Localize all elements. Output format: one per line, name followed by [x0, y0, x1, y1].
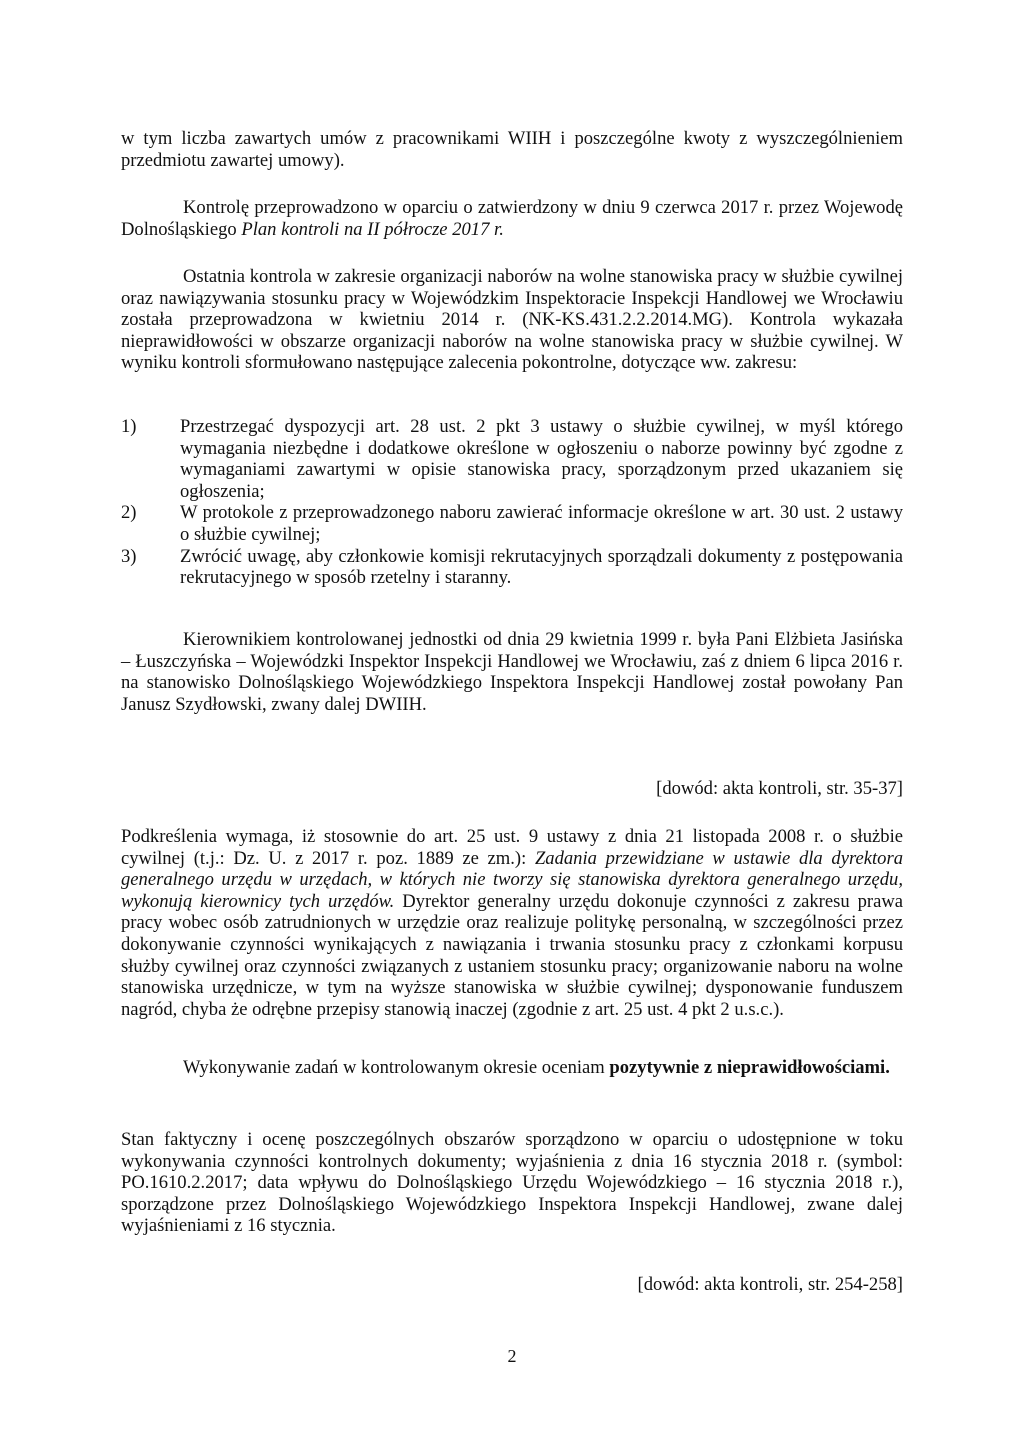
- evidence-reference: [121, 778, 903, 800]
- plan-title: Plan kontroli na II półrocze 2017 r.: [241, 218, 504, 240]
- list-item: [121, 416, 903, 502]
- list-number: 1): [121, 416, 137, 437]
- paragraph-text: Podkreślenia wymaga, iż stosownie do art. 25 ust. 9 ustawy z dnia 21 listopada 2008 r. o służbie cywilnej (t.j.: Dz. U. z 2017 r. poz. 1889 ze zm.):: [121, 826, 903, 869]
- paragraph-control-basis: [121, 197, 903, 240]
- page-number: 2: [507, 1346, 517, 1366]
- paragraph-text: Dyrektor generalny urzędu dokonuje czynności z zakresu prawa pracy wobec osób zatrudnionych w urzędzie oraz realizuje politykę personalną, w szczególności przez dokonywanie czynności wynikających z nawiązania i trwania stosunku pracy z członkami korpusu służby cywilnej oraz czynności związanych z ustaniem stosunku pracy; organizowanie naboru na wolne stanowiska urzędnicze, w tym na wyższe stanowiska w służbie cywilnej; dysponowanie funduszem nagród, chyba że odrębne przepisy stanowią inaczej (zgodnie z art. 25 ust. 4 pkt 2 u.s.c.).: [121, 890, 903, 1020]
- assessment-result: pozytywnie z nieprawidłowościami.: [609, 1057, 890, 1078]
- paragraph-text: w tym liczba zawartych umów z pracownikami WIIH i poszczególne kwoty z wyszczególnieniem przedmiotu zawartej umowy).: [121, 128, 903, 171]
- evidence-text: [dowód: akta kontroli, str. 254-258]: [637, 1274, 903, 1295]
- list-item: [121, 502, 903, 545]
- list-number: 3): [121, 545, 137, 567]
- paragraph-factual-state: [121, 1129, 903, 1237]
- recommendations-list: [121, 416, 903, 589]
- paragraph-text: Wykonywanie zadań w kontrolowanym okresie oceniam: [183, 1057, 610, 1078]
- paragraph-text: Kierownikiem kontrolowanej jednostki od dnia 29 kwietnia 1999 r. była Pani Elżbieta Jasińska – Łuszczyńska – Wojewódzki Inspektor Inspekcji Handlowej we Wrocławiu, zaś z dniem 6 lipca 2016 r. na stanowisko Dolnośląskiego Wojewódzkiego Inspektora Inspekcji Handlowej został powołany Pan Janusz Szydłowski, zwany dalej DWIIH.: [121, 629, 903, 715]
- paragraph-text: Kontrolę przeprowadzono w oparciu o zatwierdzony w dniu 9 czerwca 2017 r. przez Wojewodę Dolnośląskiego: [121, 197, 903, 240]
- evidence-reference: [121, 1274, 903, 1296]
- paragraph-unit-head: [121, 629, 903, 715]
- list-item-text: Przestrzegać dyspozycji art. 28 ust. 2 pkt 3 ustawy o służbie cywilnej, w myśl którego wymagania niezbędne i dodatkowe określone w ogłoszeniu o naborze powinny być zgodne z wymaganiami zawartymi w opisie stanowiska pracy, sporządzonym przed ukazaniem się ogłoszenia;: [180, 416, 903, 502]
- paragraph-text: Ostatnia kontrola w zakresie organizacji naborów na wolne stanowiska pracy w służbie cywilnej oraz nawiązywania stosunku pracy w Wojewódzkim Inspektoracie Inspekcji Handlowej we Wrocławiu została przeprowadzona w kwietniu 2014 r. (NK-KS.431.2.2.2014.MG). Kontrola wykazała nieprawidłowości w obszarze organizacji naborów na wolne stanowiska pracy w służbie cywilnej. W wyniku kontroli sformułowano następujące zalecenia pokontrolne, dotyczące ww. zakresu:: [121, 266, 903, 374]
- paragraph-legal-basis: [121, 826, 903, 1020]
- paragraph-contract-details: [121, 128, 903, 171]
- list-number: 2): [121, 502, 137, 524]
- paragraph-previous-control: [121, 266, 903, 374]
- list-item-text: Zwrócić uwagę, aby członkowie komisji rekrutacyjnych sporządzali dokumenty z postępowania rekrutacyjnego w sposób rzetelny i staranny.: [180, 545, 903, 589]
- paragraph-text: Stan faktyczny i ocenę poszczególnych obszarów sporządzono w oparciu o udostępnione w toku wykonywania czynności kontrolnych dokumenty; wyjaśnienia z dnia 16 stycznia 2018 r. (symbol: PO.1610.2.2017; data wpływu do Dolnośląskiego Urzędu Wojewódzkiego – 16 stycznia 2018 r.), sporządzone przez Dolnośląskiego Wojewódzkiego Inspektora Inspekcji Handlowej, zwane dalej wyjaśnieniami z 16 stycznia.: [121, 1129, 903, 1237]
- paragraph-assessment: [121, 1057, 903, 1079]
- evidence-text: [dowód: akta kontroli, str. 35-37]: [656, 778, 903, 799]
- list-item-text: W protokole z przeprowadzonego naboru zawierać informacje określone w art. 30 ust. 2 ustawy o służbie cywilnej;: [180, 502, 903, 545]
- list-item: [121, 546, 903, 589]
- statute-quote: Zadania przewidziane w ustawie dla dyrektora generalnego urzędu w urzędach, w których nie tworzy się stanowiska dyrektora generalnego urzędu, wykonują kierownicy tych urzędów.: [121, 847, 903, 912]
